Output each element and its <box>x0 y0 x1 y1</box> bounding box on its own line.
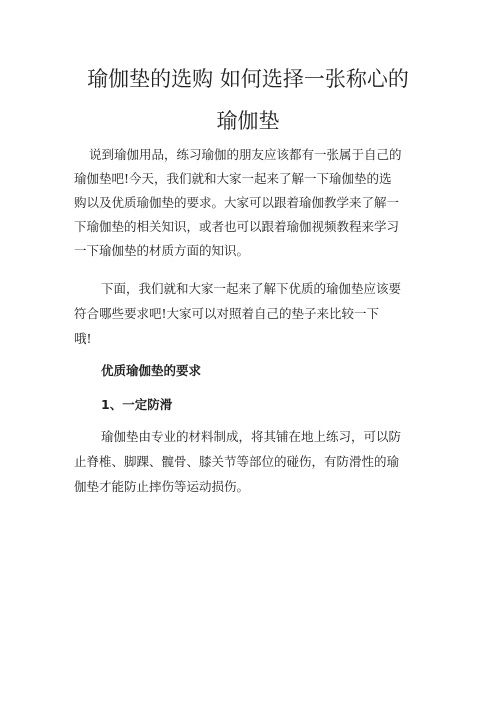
paragraph-3-line-2: 止脊椎、脚踝、髋骨、膝关节等部位的碰伤，有防滑性的瑜 <box>74 454 400 469</box>
paragraph-2-line-2: 符合哪些要求吧!大家可以对照着自己的垫子来比较一下 <box>74 306 380 321</box>
subsection-heading: 1、一定防滑 <box>101 397 173 412</box>
paragraph-1-line-2: 瑜伽垫吧!今天，我们就和大家一起来了解一下瑜伽垫的选 <box>74 171 392 186</box>
paragraph-3-line-3: 伽垫才能防止摔伤等运动损伤。 <box>74 479 250 494</box>
document-title-line-1: 瑜伽垫的选购 如何选择一张称心的 <box>87 67 409 91</box>
paragraph-2-line-1: 下面，我们就和大家一起来了解下优质的瑜伽垫应该要 <box>101 281 402 296</box>
document-title-line-2: 瑜伽垫 <box>216 109 280 133</box>
section-heading: 优质瑜伽垫的要求 <box>101 363 202 378</box>
paragraph-1-line-5: 一下瑜伽垫的材质方面的知识。 <box>74 243 250 258</box>
paragraph-1-line-3: 购以及优质瑜伽垫的要求。大家可以跟着瑜伽教学来了解一 <box>74 195 400 210</box>
paragraph-2-line-3: 哦! <box>74 331 92 346</box>
paragraph-1-line-1: 说到瑜伽用品，练习瑜伽的朋友应该都有一张属于自己的 <box>89 147 402 162</box>
paragraph-3-line-1: 瑜伽垫由专业的材料制成，将其铺在地上练习，可以防 <box>101 429 402 444</box>
paragraph-1-line-4: 下瑜伽垫的相关知识，或者也可以跟着瑜伽视频教程来学习 <box>74 219 400 234</box>
